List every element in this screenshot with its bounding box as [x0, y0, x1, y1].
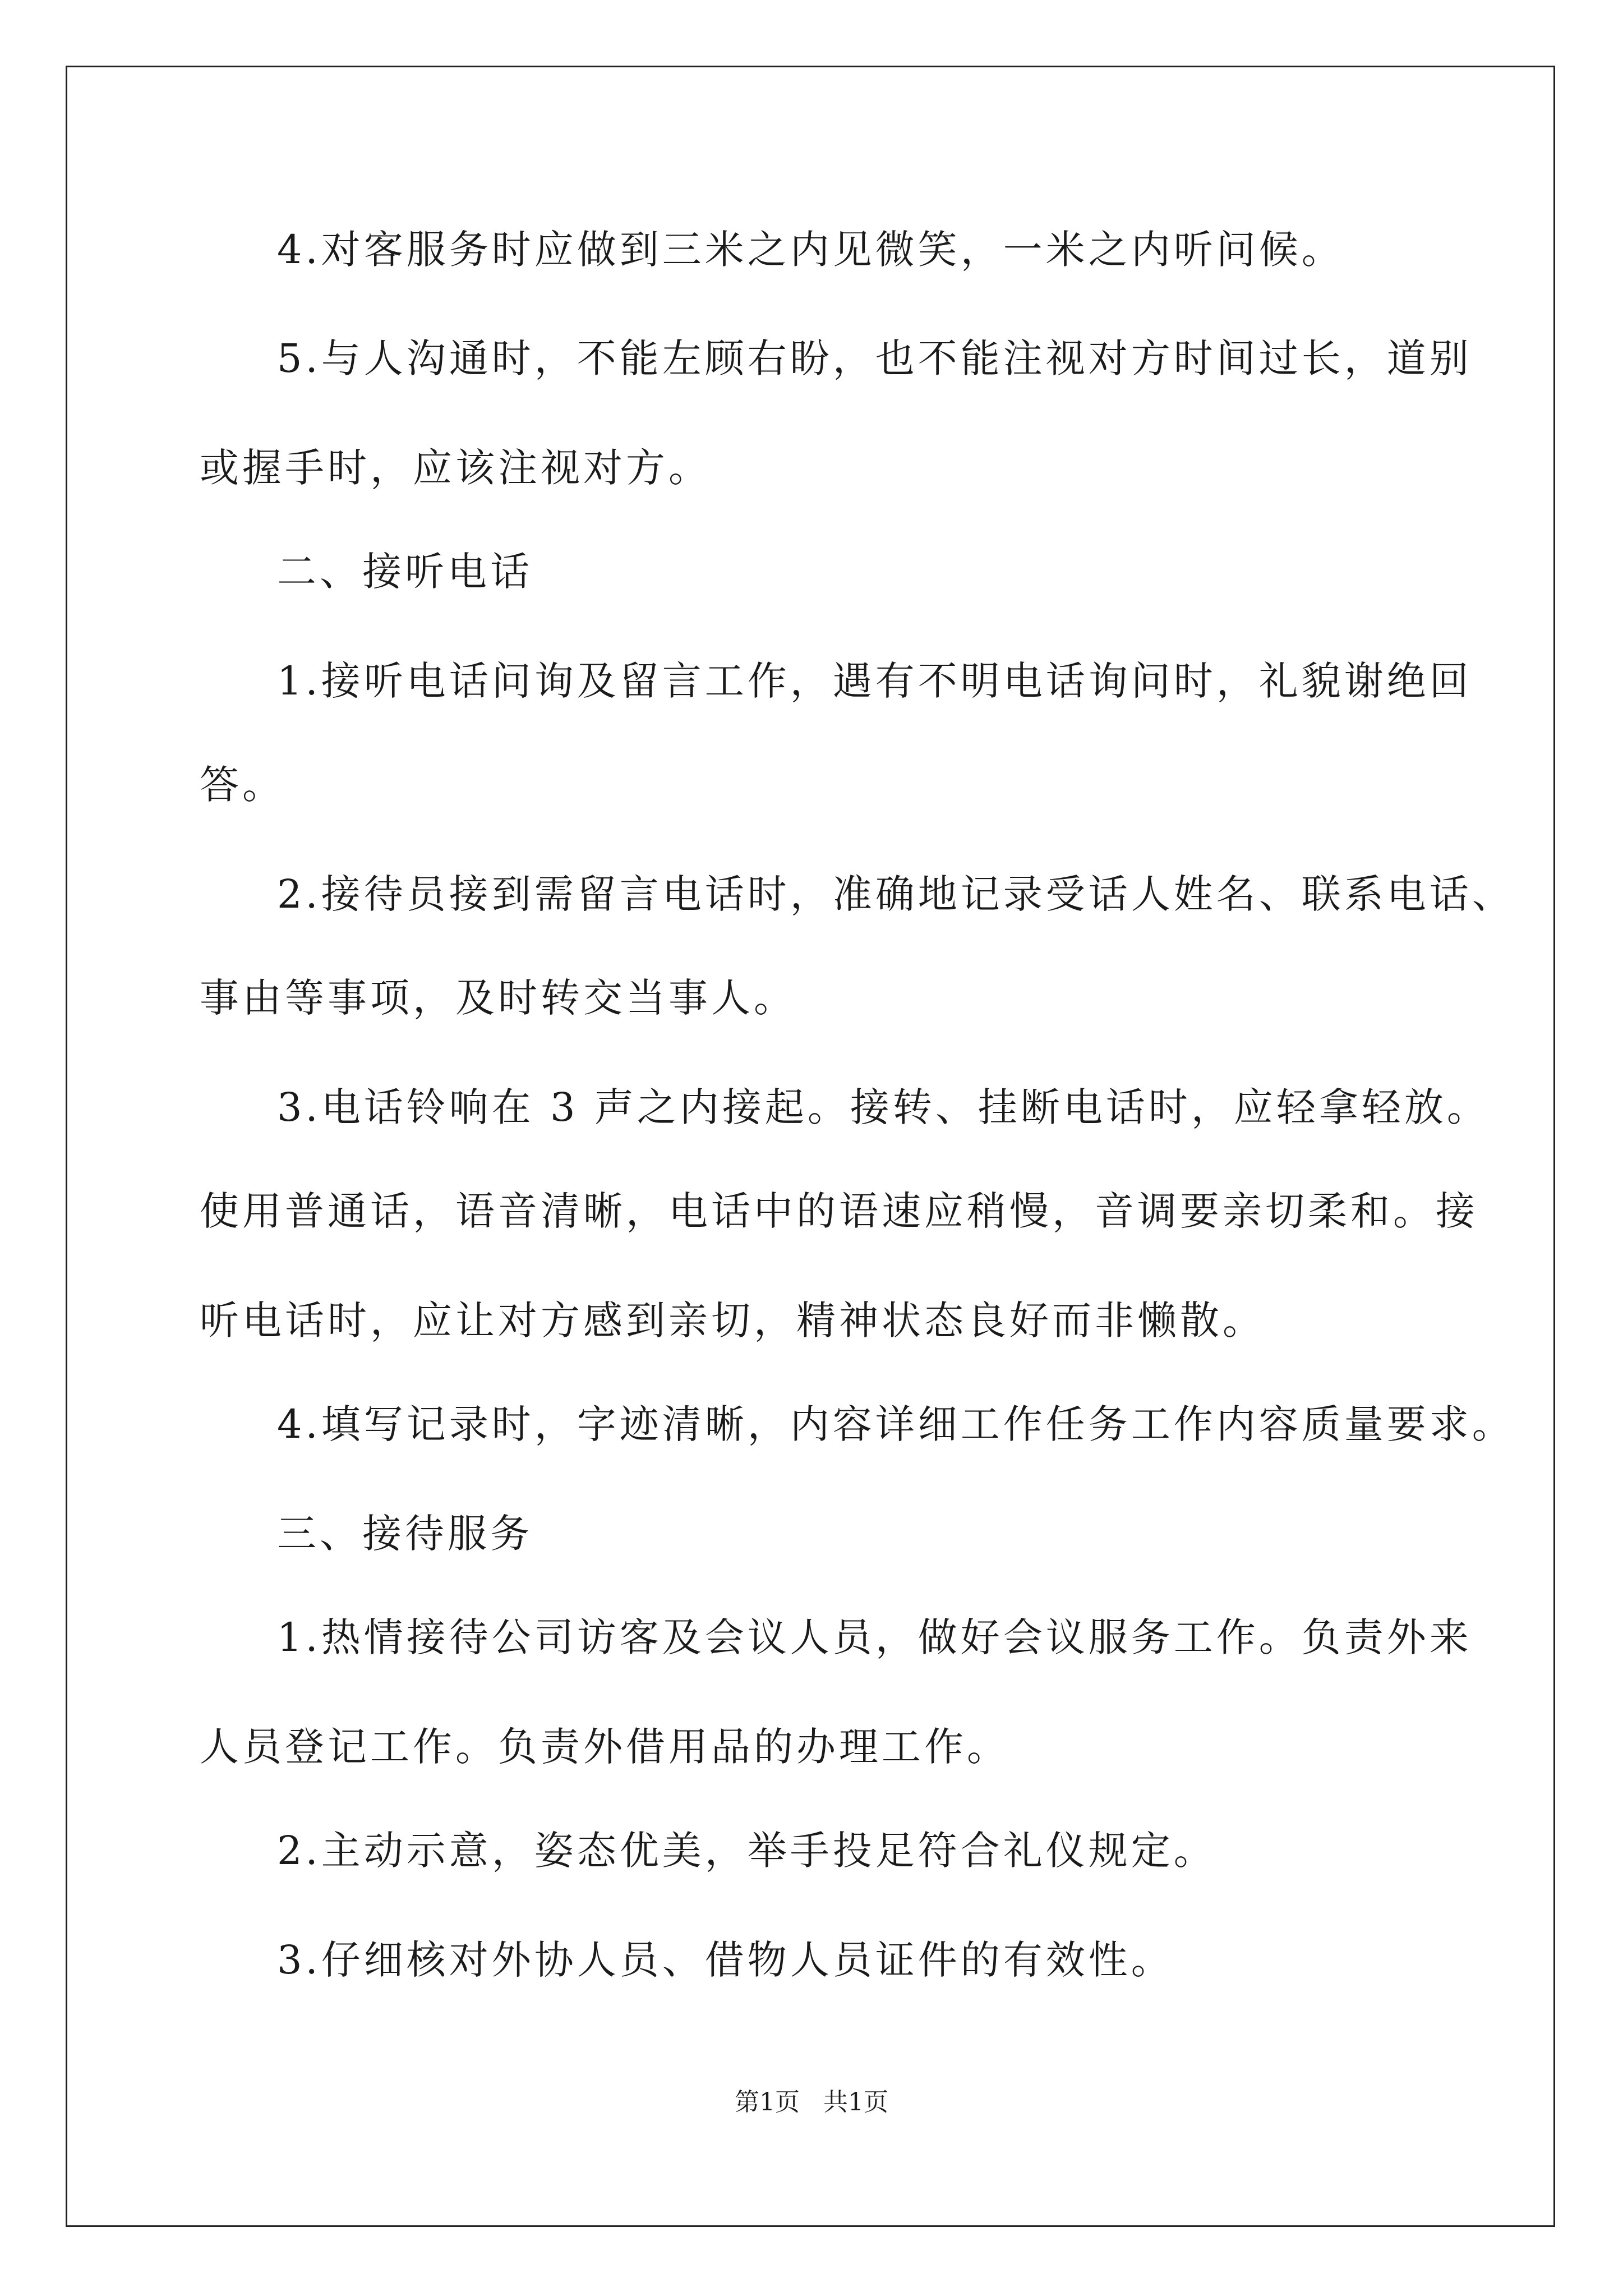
paragraph-line: 3.仔细核对外协人员、借物人员证件的有效性。 [277, 1937, 1174, 1983]
paragraph-line: 4.填写记录时，字迹清晰，内容详细工作任务工作内容质量要求。 [277, 1401, 1515, 1447]
section-heading: 三、接待服务 [277, 1511, 533, 1557]
paragraph-line: 使用普通话，语音清晰，电话中的语速应稍慢，音调要亲切柔和。接 [200, 1188, 1478, 1234]
paragraph-line: 答。 [200, 762, 285, 808]
paragraph-line: 或握手时，应该注视对方。 [200, 445, 711, 491]
paragraph-line: 1.热情接待公司访客及会议人员，做好会议服务工作。负责外来 [277, 1614, 1472, 1660]
paragraph-line: 2.主动示意，姿态优美，举手投足符合礼仪规定。 [277, 1828, 1216, 1874]
paragraph-line: 2.接待员接到需留言电话时，准确地记录受话人姓名、联系电话、 [277, 871, 1515, 917]
paragraph-line: 1.接听电话问询及留言工作，遇有不明电话询问时，礼貌谢绝回 [277, 658, 1472, 704]
section-heading: 二、接听电话 [277, 549, 533, 595]
page-footer: 第1页 共1页 [735, 2088, 888, 2116]
paragraph-line: 人员登记工作。负责外借用品的办理工作。 [200, 1724, 1009, 1770]
paragraph-line: 听电话时，应让对方感到亲切，精神状态良好而非懒散。 [200, 1297, 1265, 1343]
paragraph-line: 4.对客服务时应做到三米之内见微笑，一米之内听问候。 [277, 227, 1344, 273]
paragraph-line: 事由等事项，及时转交当事人。 [200, 975, 796, 1021]
page-border [66, 66, 1555, 2227]
paragraph-line: 5.与人沟通时，不能左顾右盼，也不能注视对方时间过长，道别 [277, 335, 1472, 381]
paragraph-line: 3.电话铃响在 3 声之内接起。接转、挂断电话时，应轻拿轻放。 [277, 1084, 1490, 1130]
